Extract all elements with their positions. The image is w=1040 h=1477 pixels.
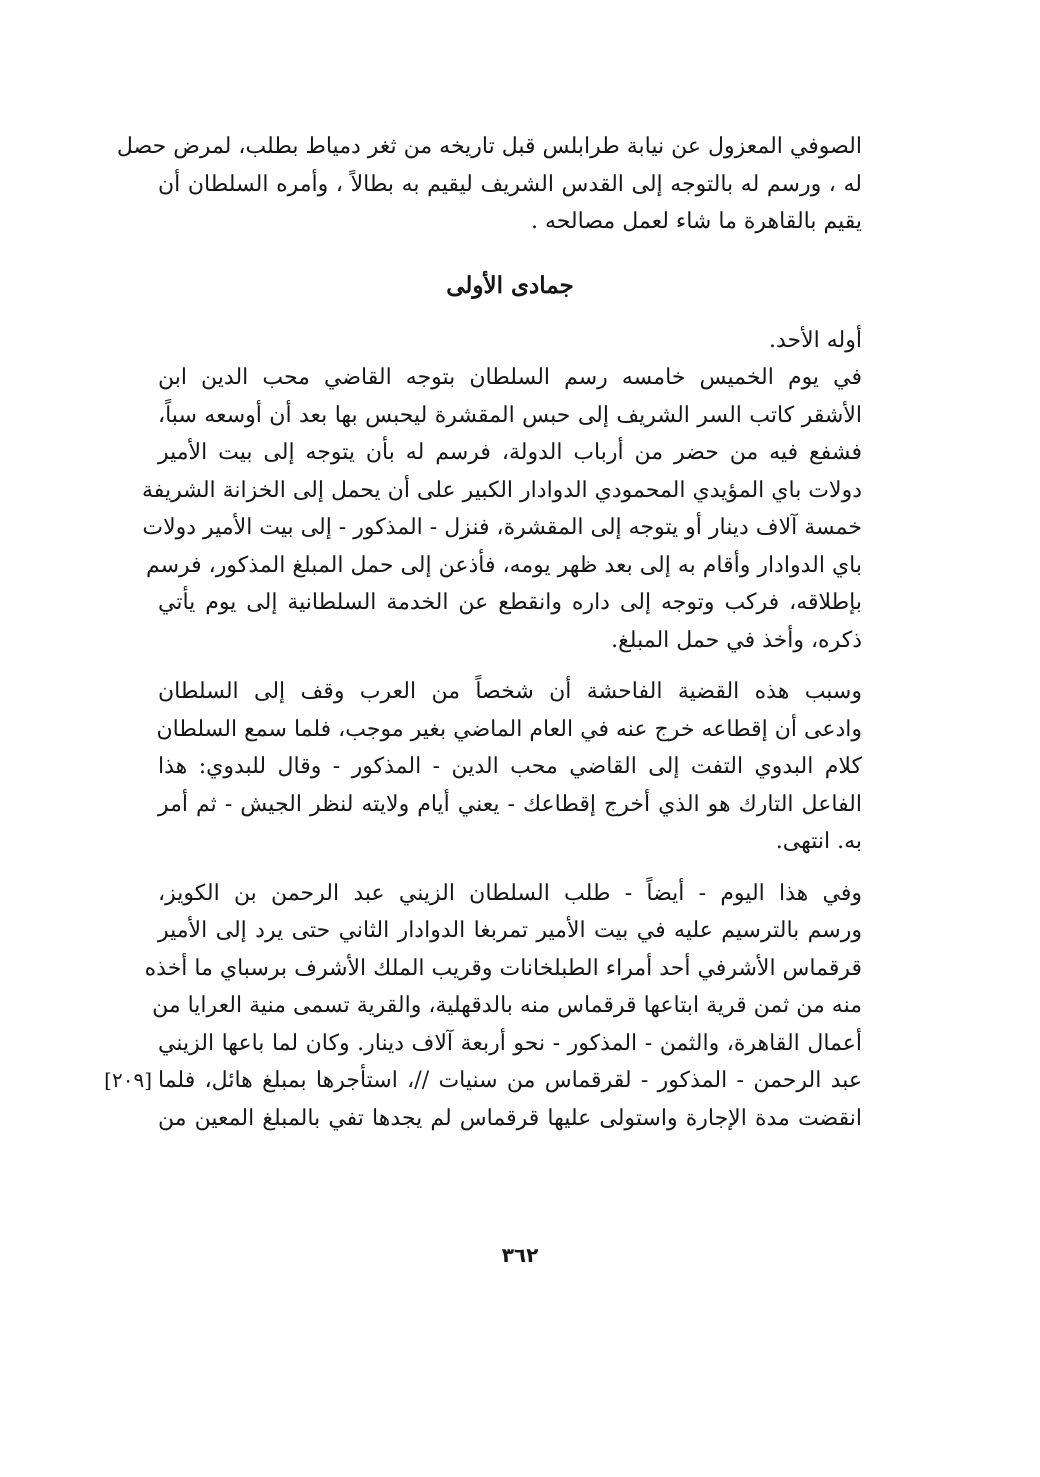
text-line: باي الدوادار وأقام به إلى بعد ظهر يومه، فأذعن إلى حمل المبلغ المذكور، فرسم <box>145 552 862 578</box>
text-line: الأشقر كاتب السر الشريف إلى حبس المقشرة ليحبس بها بعد أن أوسعه سباً، <box>158 402 862 428</box>
text-line: بإطلاقه، فركب وتوجه إلى داره وانقطع عن الخدمة السلطانية إلى يوم يأتي <box>158 590 862 615</box>
text-line: انقضت مدة الإجارة واستولى عليها قرقماس لم يجدها تفي بالمبلغ المعين من <box>158 1105 862 1131</box>
text-line: به. انتهى. <box>775 829 862 854</box>
section-heading: جمادى الأولى <box>446 271 574 299</box>
paragraph-continuation <box>116 128 862 241</box>
text-line <box>104 1062 862 1100</box>
text-line: كلام البدوي التفت إلى القاضي محب الدين - المذكور - وقال للبدوي: هذا <box>158 754 862 779</box>
text-line: ذكره، وأخذ في حمل المبلغ. <box>611 627 862 653</box>
text-line: وفي هذا اليوم - أيضاً - طلب السلطان الزيني عبد الرحمن بن الكويز، <box>158 880 862 906</box>
text-line: له ، ورسم له بالتوجه إلى القدس الشريف ليقيم به بطالاً ، وأمره السلطان أن <box>158 171 862 197</box>
text-line: أعمال القاهرة، والثمن - المذكور - نحو أربعة آلاف دينار. وكان لما باعها الزيني <box>158 1030 862 1056</box>
text-line: فشفع فيه من حضر من أرباب الدولة، فرسم له بأن يتوجه إلى بيت الأمير <box>158 440 862 465</box>
text-line-content: عبد الرحمن - المذكور - لقرقماس من سنيات //، استأجرها بمبلغ هائل، فلما <box>158 1068 862 1093</box>
text-line: وسبب هذه القضية الفاحشة أن شخصاً من العرب وقف إلى السلطان <box>158 679 862 704</box>
month-first-day-line: أوله الأحد. <box>768 327 862 353</box>
manuscript-folio-marker: [٢٠٩] <box>104 1068 152 1092</box>
paragraph-gap <box>158 861 862 875</box>
text-line: يقيم بالقاهرة ما شاء لعمل مصالحه . <box>530 209 862 234</box>
paragraph-gap <box>158 659 862 673</box>
text-line: قرقماس الأشرفي أحد أمراء الطبلخانات وقريب الملك الأشرف برسباي ما أخذه <box>144 955 862 981</box>
text-line: منه من ثمن قرية ابتاعها قرقماس منه بالدقهلية، والقرية تسمى منية العرايا من <box>152 993 862 1018</box>
text-line: وادعى أن إقطاعه خرج عنه في العام الماضي بغير موجب، فلما سمع السلطان <box>156 716 862 742</box>
page-number: ٣٦٢ <box>501 1243 539 1267</box>
text-line: خمسة آلاف دينار أو يتوجه إلى المقشرة، فنزل - المذكور - إلى بيت الأمير دولات <box>142 515 862 540</box>
text-line: الصوفي المعزول عن نيابة طرابلس قبل تاريخه من ثغر دمياط بطلب، لمرض حصل <box>116 134 862 159</box>
text-line: في يوم الخميس خامسه رسم السلطان بتوجه القاضي محب الدين ابن <box>158 365 862 390</box>
paragraph-1 <box>142 359 862 659</box>
text-line: دولات باي المؤيدي المحمودي الدوادار الكبير على أن يحمل إلى الخزانة الشريفة <box>142 477 862 503</box>
text-line: ورسم بالترسيم عليه في بيت الأمير تمربغا الدوادار الثاني حتى يرد إلى الأمير <box>158 918 862 943</box>
paragraph-3 <box>104 875 862 1138</box>
text-line: الفاعل التارك هو الذي أخرج إقطاعك - يعني أيام ولايته لنظر الجيش - ثم أمر <box>158 791 862 817</box>
paragraph-2 <box>158 673 862 861</box>
page-body <box>104 128 862 1137</box>
